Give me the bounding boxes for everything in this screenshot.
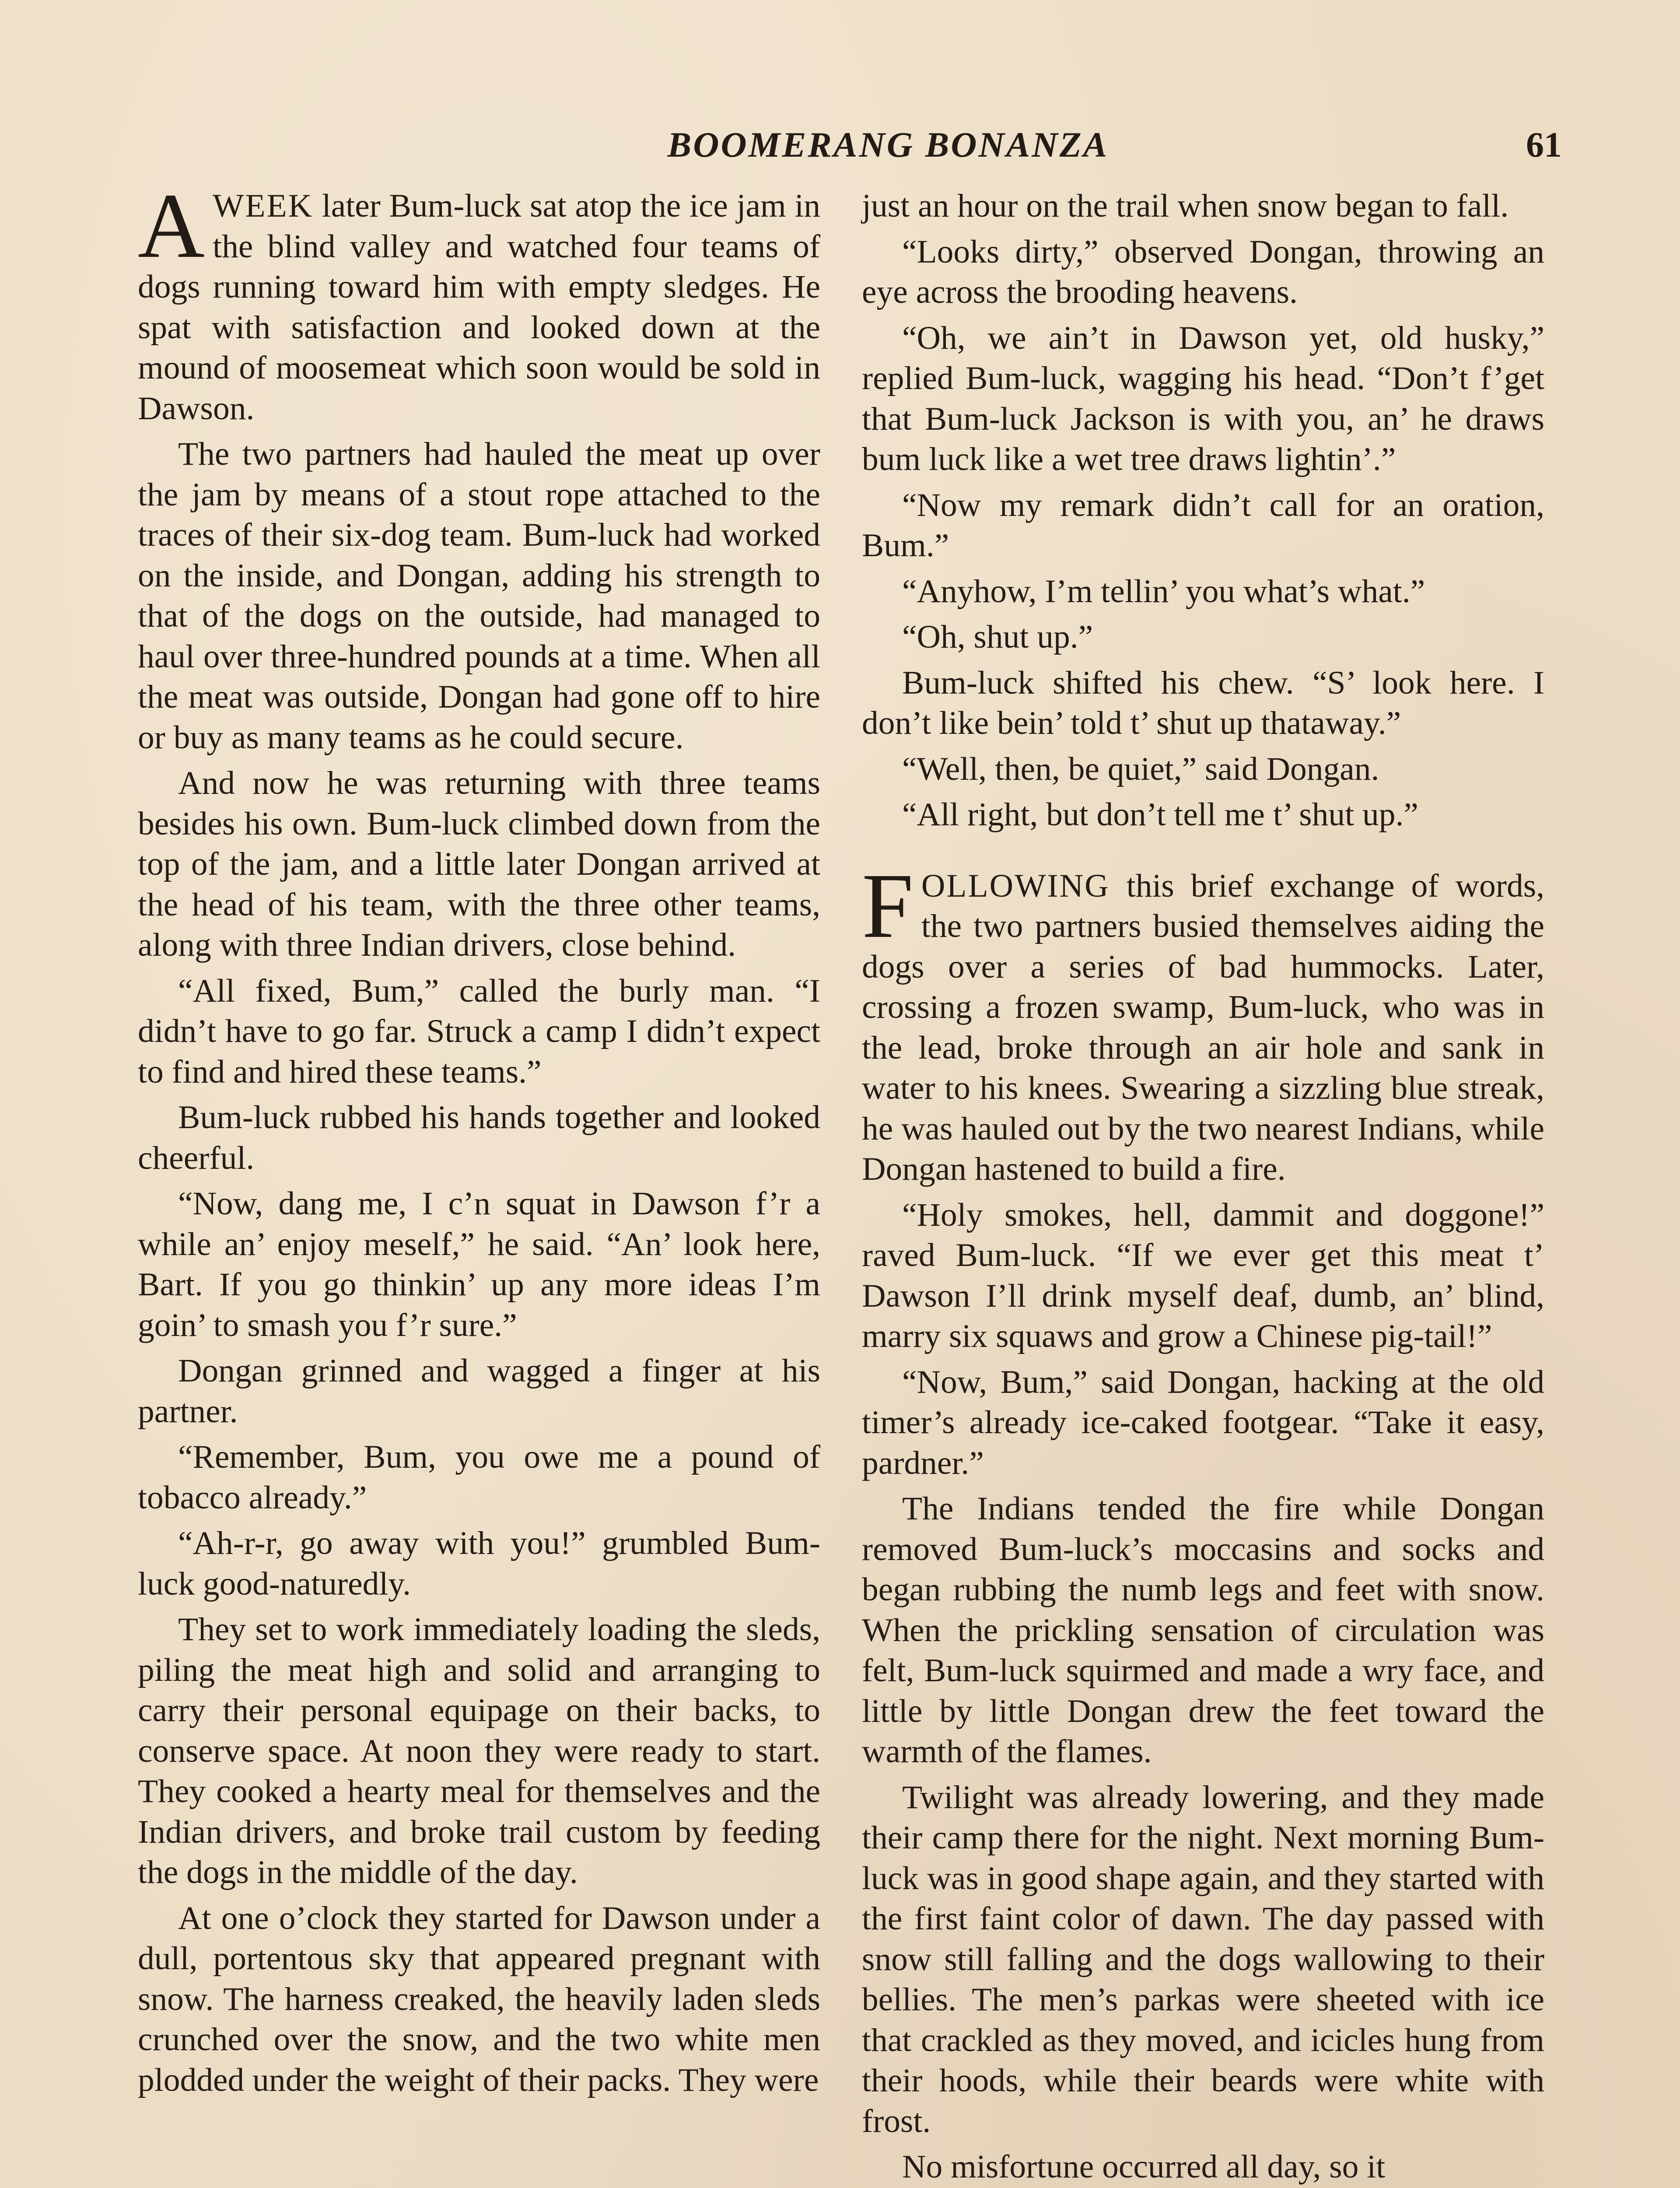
paragraph: Bum-luck shifted his chew. “S’ look here. I don’t like bein’ told t’ shut up thataway.”	[862, 664, 1544, 741]
drop-cap: A	[138, 174, 205, 277]
paragraph: “All right, but don’t tell me t’ shut up.”	[902, 796, 1418, 833]
paragraph: The Indians tended the fire while Dongan removed Bum-luck’s moccasins and socks and began rubbing the numb legs and feet with snow. When the prickling sensation of circulation was felt, Bum-luck squirmed and made a wry face, and little by little Dongan drew the feet toward the warmth of the flames.	[862, 1490, 1544, 1770]
paragraph: “Ah-r-r, go away with you!” grumbled Bum-luck good-naturedly.	[138, 1525, 820, 1602]
paragraph	[862, 854, 1544, 1190]
paragraph: Dongan grinned and wagged a finger at his partner.	[138, 1353, 820, 1430]
paragraph-text: this brief exchange of words, the two partners busied themselves aiding the dogs over a series of bad hummocks. Later, crossing a frozen swamp, Bum-luck, who was in the lead, broke through an air hole and sank in water to his knees. Swearing a sizzling blue streak, he was hauled out by the two nearest Indians, while Dongan hastened to build a fire.	[862, 867, 1544, 1187]
paragraph	[138, 174, 820, 429]
paragraph: “Oh, shut up.”	[902, 619, 1093, 655]
page-number: 61	[1526, 125, 1562, 165]
paragraph: “Holy smokes, hell, dammit and doggone!” raved Bum-luck. “If we ever get this meat t’ Dawson I’ll drink myself deaf, dumb, an’ blind, marry six squaws and grow a Chinese pig-tail!”	[862, 1196, 1544, 1354]
paragraph: “Now, dang me, I c’n squat in Dawson f’r a while an’ enjoy meself,” he said. “An’ look here, Bart. If you go thinkin’ up any more ideas I’m goin’ to smash you f’r sure.”	[138, 1185, 820, 1343]
paragraph: No misfortune occurred all day, so it	[902, 2149, 1386, 2185]
paragraph: “All fixed, Bum,” called the burly man. “I didn’t have to go far. Struck a camp I didn’t expect to find and hired these teams.”	[138, 972, 820, 1090]
drop-cap: F	[862, 854, 914, 957]
paragraph: And now he was returning with three teams besides his own. Bum-luck climbed down from the top of the jam, and a little later Dongan arrived at the head of his team, with the three other teams, along with three Indian drivers, close behind.	[138, 765, 820, 963]
paragraph: The two partners had hauled the meat up over the jam by means of a stout rope attached to the traces of their six-dog team. Bum-luck had worked on the inside, and Dongan, adding his strength to that of the dogs on the outside, had managed to haul over three-hundred pounds at a time. When all the meat was outside, Dongan had gone off to hire or buy as many teams as he could secure.	[138, 436, 820, 756]
paragraph: “Looks dirty,” observed Dongan, throwing an eye across the brooding heavens.	[862, 233, 1544, 310]
lead-in-word: WEEK	[213, 188, 314, 224]
running-title: BOOMERANG BONANZA	[667, 125, 1109, 165]
paragraph: “Anyhow, I’m tellin’ you what’s what.”	[902, 573, 1425, 610]
paragraph-text: later Bum-luck sat atop the ice jam in the blind valley and watched four teams of dogs running toward him with empty sledges. He spat with satisfaction and looked down at the mound of moosemeat which soon would be sold in Dawson.	[138, 188, 820, 427]
lead-in-word: OLLOWING	[921, 867, 1110, 904]
paragraph: Bum-luck rubbed his hands together and looked cheerful.	[138, 1099, 820, 1176]
paragraph: They set to work immediately loading the sleds, piling the meat high and solid and arranging to carry their personal equipage on their backs, to conserve space. At noon they were ready to start. They cooked a hearty meal for themselves and the Indian drivers, and broke trail custom by feeding the dogs in the middle of the day.	[138, 1611, 820, 1890]
paragraph: “Now my remark didn’t call for an oration, Bum.”	[862, 487, 1544, 564]
paragraph: Twilight was already lowering, and they made their camp there for the night. Next morning Bum-luck was in good shape again, and they started with the first faint color of dawn. The day passed with snow still falling and the dogs wallowing to their bellies. The men’s parkas were sheeted with ice that crackled as they moved, and icicles hung from their hoods, while their beards were white with frost.	[862, 1779, 1544, 2139]
paragraph: At one o’clock they started for Dawson under a dull, portentous sky that appeared pregnant with snow. The harness creaked, the heavily laden sleds crunched over the snow, and the two white men plodded under the weight of their packs. They were	[138, 1900, 820, 2098]
paragraph: “Remember, Bum, you owe me a pound of tobacco already.”	[138, 1439, 820, 1516]
paragraph: “Well, then, be quiet,” said Dongan.	[902, 750, 1379, 787]
paragraph: just an hour on the trail when snow began to fall.	[862, 188, 1509, 224]
right-column	[862, 186, 1544, 2188]
left-column	[138, 174, 820, 2106]
paragraph: “Oh, we ain’t in Dawson yet, old husky,” replied Bum-luck, wagging his head. “Don’t f’get that Bum-luck Jackson is with you, an’ he draws bum luck like a wet tree draws lightin’.”	[862, 319, 1544, 477]
paragraph: “Now, Bum,” said Dongan, hacking at the old timer’s already ice-caked footgear. “Take it easy, pardner.”	[862, 1364, 1544, 1481]
